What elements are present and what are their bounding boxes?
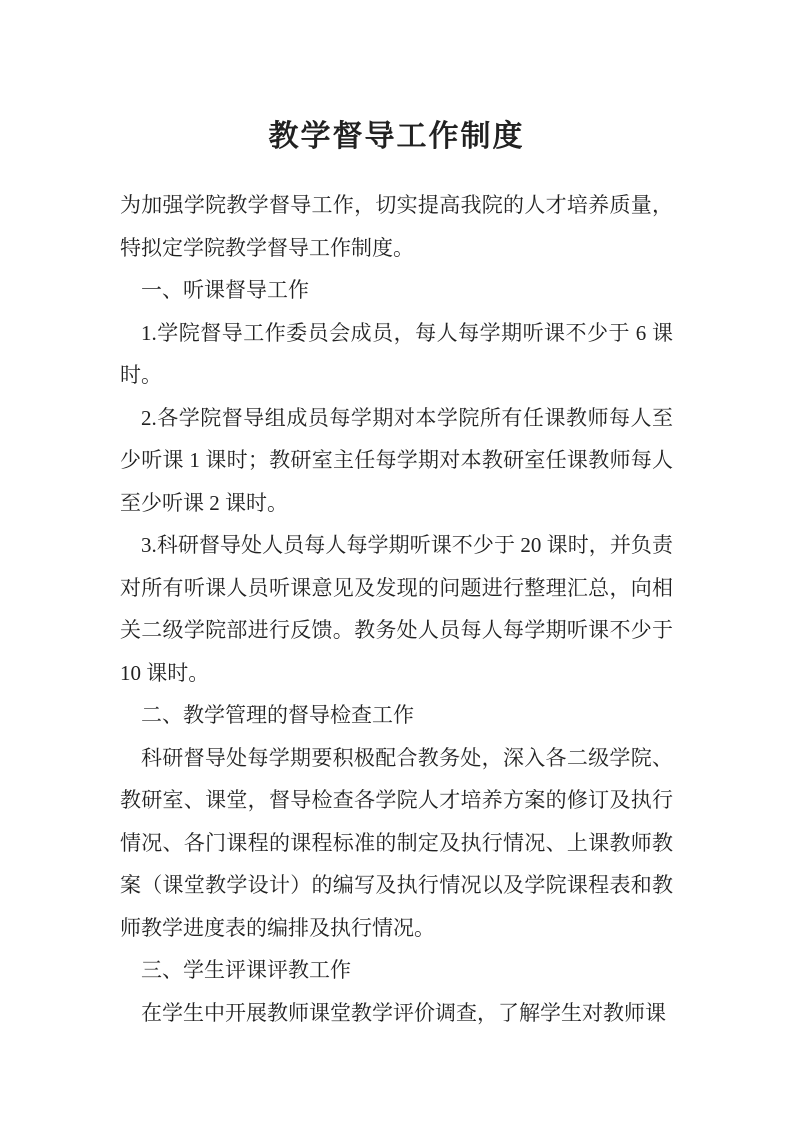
document-body [0,184,793,1034]
body-paragraph-section-3: 在学生中开展教师课堂教学评价调查，了解学生对教师课 [141,1000,666,1025]
section-heading-1: 一、听课督导工作 [141,278,309,302]
section-heading-2: 二、教学管理的督导检查工作 [141,703,414,727]
numbered-item-2: 2.各学院督导组成员每学期对本学院所有任课教师每人至少听课 1 课时；教研室主任每学期对本教研室任课教师每人至少听课 2 课时。 [120,405,673,515]
body-paragraph-section-2: 科研督导处每学期要积极配合教务处，深入各二级学院、教研室、课堂，督导检查各学院人才培养方案的修订及执行情况、各门课程的课程标准的制定及执行情况、上课教师教案（课堂教学设计）的编写及执行情况以及学院课程表和教师教学进度表的编排及执行情况。 [120,745,673,940]
opening-paragraph: 为加强学院教学督导工作，切实提高我院的人才培养质量，特拟定学院教学督导工作制度。 [120,193,673,260]
numbered-item-1: 1.学院督导工作委员会成员，每人每学期听课不少于 6 课时。 [120,320,673,387]
document-title: 教学督导工作制度 [268,120,525,153]
section-heading-3: 三、学生评课评教工作 [141,958,351,982]
numbered-item-3: 3.科研督导处人员每人每学期听课不少于 20 课时，并负责对所有听课人员听课意见及发现的问题进行整理汇总，向相关二级学院部进行反馈。教务处人员每人每学期听课不少于 10 课时。 [120,533,673,685]
